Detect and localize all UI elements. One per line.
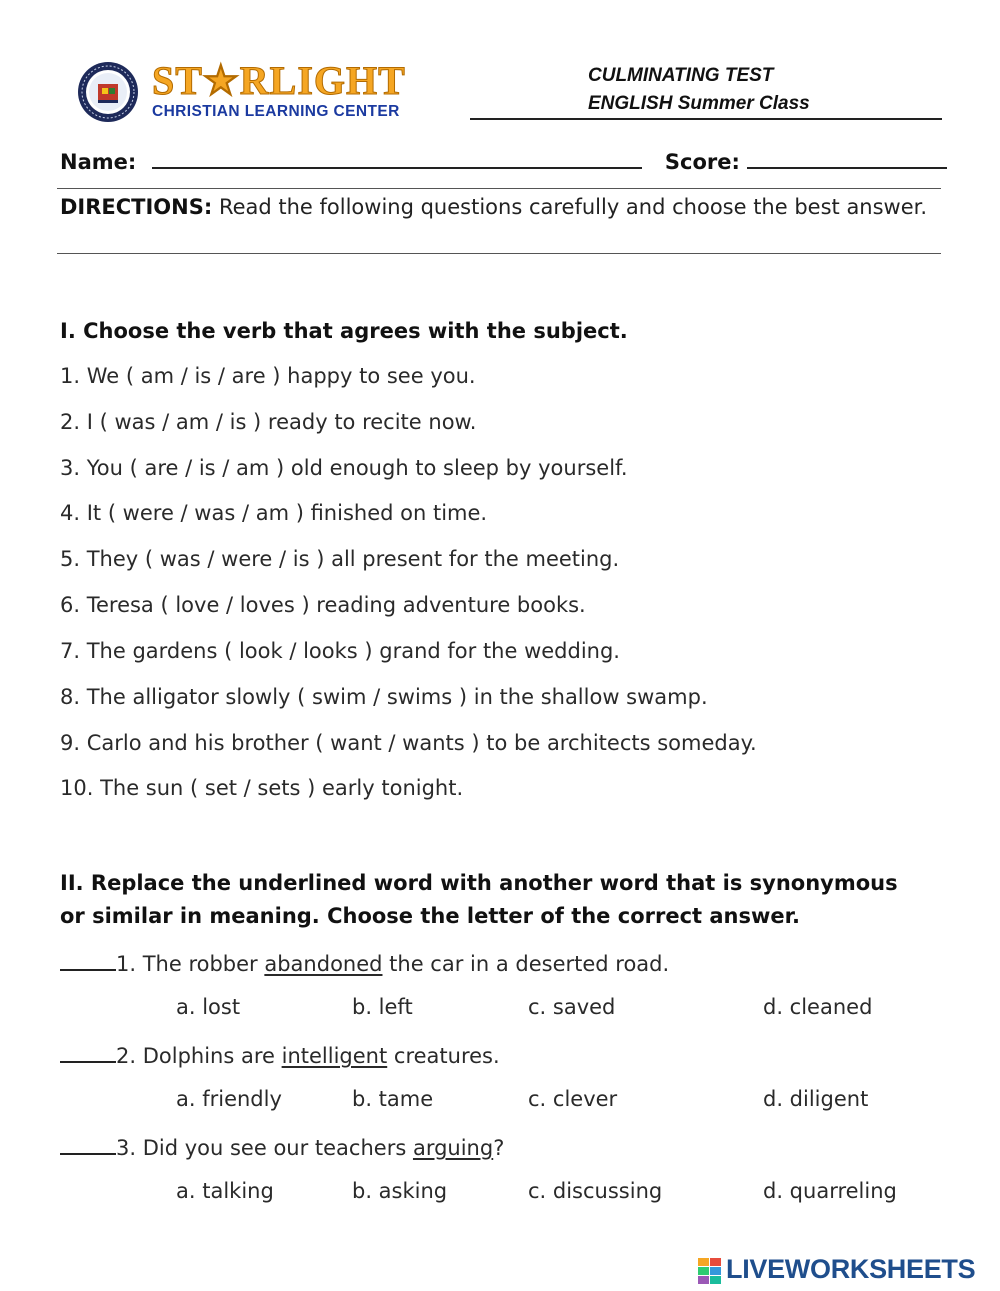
- choice-c[interactable]: c. discussing: [528, 1179, 663, 1203]
- question-item: 2. I ( was / am / is ) ready to recite now.: [60, 410, 477, 434]
- directions-label: DIRECTIONS:: [60, 195, 213, 219]
- brand-name: ST★RLIGHT: [152, 60, 406, 100]
- school-seal-icon: [76, 60, 140, 124]
- answer-blank[interactable]: [60, 949, 116, 971]
- synonym-question-3: [60, 1133, 504, 1160]
- brand-subtitle: CHRISTIAN LEARNING CENTER: [152, 103, 400, 120]
- header-divider: [470, 118, 942, 120]
- choice-c[interactable]: c. clever: [528, 1087, 618, 1111]
- synonym-question-1: [60, 949, 669, 976]
- question-item: 9. Carlo and his brother ( want / wants ) to be architects someday.: [60, 731, 757, 755]
- question-text: the car in a deserted road.: [382, 952, 670, 976]
- answer-blank[interactable]: [60, 1041, 116, 1063]
- question-text: ?: [493, 1136, 505, 1160]
- answer-blank[interactable]: [60, 1133, 116, 1155]
- choice-a[interactable]: a. lost: [176, 995, 241, 1019]
- school-logo: [76, 58, 466, 122]
- section1-title: I. Choose the verb that agrees with the subject.: [60, 319, 628, 343]
- choice-a[interactable]: a. friendly: [176, 1087, 282, 1111]
- question-text: 1. The robber: [116, 952, 265, 976]
- question-item: 1. We ( am / is / are ) happy to see you.: [60, 364, 476, 388]
- question-item: 3. You ( are / is / am ) old enough to sleep by yourself.: [60, 456, 628, 480]
- question-item: 6. Teresa ( love / loves ) reading adventure books.: [60, 593, 586, 617]
- question-item: 8. The alligator slowly ( swim / swims ) in the shallow swamp.: [60, 685, 708, 709]
- footer-brand[interactable]: LIVEWORKSHEETS: [726, 1254, 976, 1284]
- section2-title: [60, 867, 898, 933]
- test-title: [588, 62, 810, 118]
- underlined-word: intelligent: [281, 1044, 388, 1068]
- choice-b[interactable]: b. asking: [352, 1179, 448, 1203]
- score-label: Score:: [664, 150, 740, 174]
- question-item: 4. It ( were / was / am ) finished on time.: [60, 501, 488, 525]
- test-title-line1: CULMINATING TEST: [588, 65, 774, 86]
- score-field[interactable]: [747, 145, 947, 169]
- question-item: 5. They ( was / were / is ) all present for the meeting.: [60, 547, 620, 571]
- synonym-question-2: [60, 1041, 500, 1068]
- choice-d[interactable]: d. diligent: [763, 1087, 869, 1111]
- choice-d[interactable]: d. quarreling: [763, 1179, 897, 1203]
- question-item: 7. The gardens ( look / looks ) grand for the wedding.: [60, 639, 620, 663]
- question-text: 3. Did you see our teachers: [116, 1136, 413, 1160]
- name-label: Name:: [60, 150, 137, 174]
- choice-c[interactable]: c. saved: [528, 995, 616, 1019]
- liveworksheets-logo-icon: [698, 1258, 722, 1284]
- question-text: 2. Dolphins are: [116, 1044, 282, 1068]
- underlined-word: abandoned: [264, 952, 383, 976]
- question-text: creatures.: [387, 1044, 500, 1068]
- choice-d[interactable]: d. cleaned: [763, 995, 873, 1019]
- choice-b[interactable]: b. tame: [352, 1087, 434, 1111]
- test-title-line2: ENGLISH Summer Class: [588, 93, 810, 114]
- question-item: 10. The sun ( set / sets ) early tonight.: [60, 776, 464, 800]
- name-field[interactable]: [152, 145, 642, 169]
- directions-text: Read the following questions carefully and choose the best answer.: [212, 195, 928, 219]
- choice-a[interactable]: a. talking: [176, 1179, 274, 1203]
- brand-wordmark: [152, 60, 462, 100]
- choice-b[interactable]: b. left: [352, 995, 413, 1019]
- section2-title-line2: or similar in meaning. Choose the letter of the correct answer.: [60, 904, 800, 928]
- underlined-word: arguing: [412, 1136, 494, 1160]
- name-score-row: [60, 145, 940, 174]
- section2-title-line1: II. Replace the underlined word with another word that is synonymous: [60, 871, 898, 895]
- directions: [60, 192, 938, 223]
